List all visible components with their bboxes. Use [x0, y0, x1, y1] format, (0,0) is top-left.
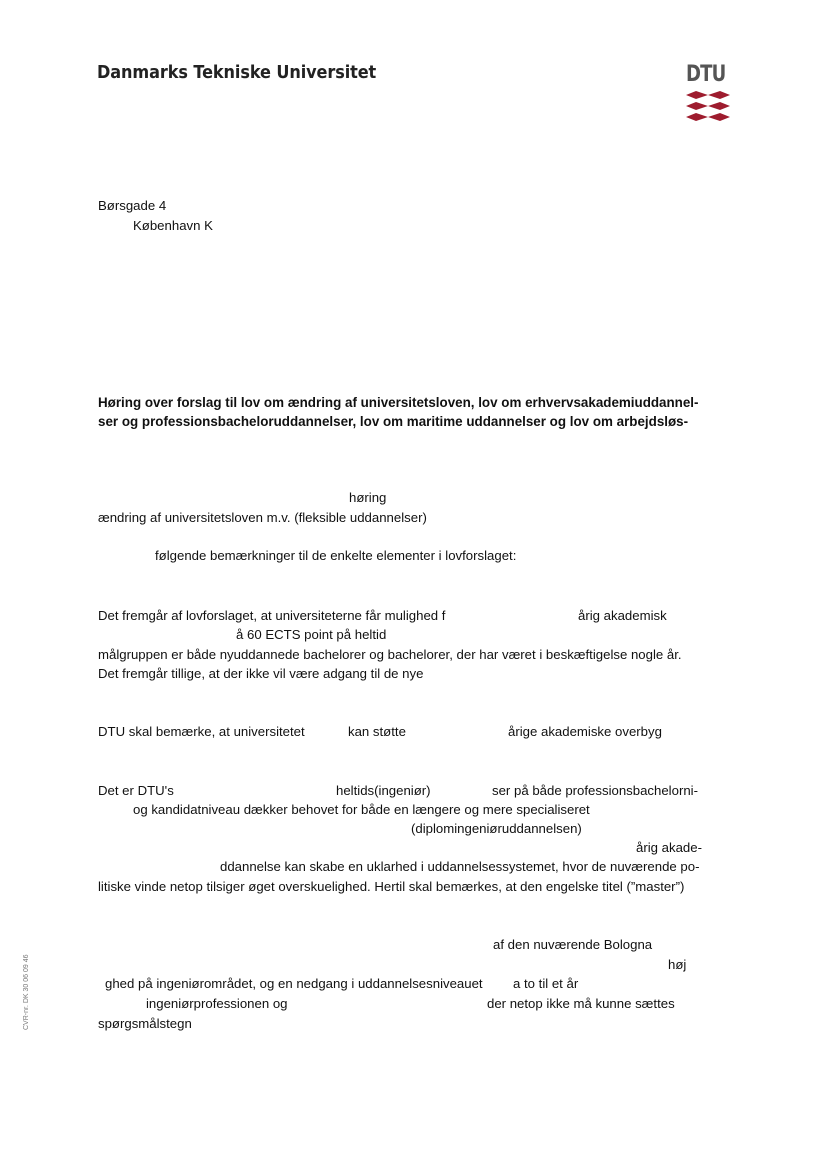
university-name: Danmarks Tekniske Universitet [97, 63, 377, 83]
subject-line-1: Høring over forslag til lov om ændring af universitetsloven, lov om erhvervsakademiuddannel- [98, 395, 699, 410]
para4-line-2: høj [668, 957, 687, 972]
para4-line-3b: a to til et år [513, 976, 579, 991]
para2-frag-a: DTU skal bemærke, at universitetet [98, 724, 305, 739]
para1-line-4: Det fremgår tillige, at der ikke vil være adgang til de nye [98, 666, 424, 681]
para4-line-4a: ingeniørprofessionen og [146, 996, 288, 1011]
address-line-1: Børsgade 4 [98, 198, 167, 213]
para1-line-3: målgruppen er både nyuddannede bachelorer og bachelorer, der har været i beskæftigelse nogle år. [98, 647, 682, 662]
cvr-number: CVR-nr. DK 30 06 09 46 [23, 954, 30, 1030]
para4-line-4b: der netop ikke må kunne sættes [487, 996, 675, 1011]
para3-frag-c: ser på både professionsbachelorni- [492, 783, 698, 798]
para3-frag-a: Det er DTU's [98, 783, 174, 798]
para3-line-3: (diplomingeniøruddannelsen) [411, 821, 582, 836]
para2-frag-c: årige akademiske overbyg [508, 724, 662, 739]
address-line-2: København K [133, 218, 213, 233]
para2-frag-b: kan støtte [348, 724, 406, 739]
para1-frag-a: Det fremgår af lovforslaget, at universiteterne får mulighed f [98, 608, 446, 623]
intro-line-3: følgende bemærkninger til de enkelte elementer i lovforslaget: [155, 548, 517, 563]
para3-line-5: ddannelse kan skabe en uklarhed i uddannelsessystemet, hvor de nuværende po- [220, 859, 700, 874]
para4-line-3a: ghed på ingeniørområdet, og en nedgang i uddannelsesniveauet [105, 976, 483, 991]
para3-line-6: litiske vinde netop tilsiger øget overskuelighed. Hertil skal bemærkes, at den engelske titel (”master”) [98, 879, 685, 894]
intro-line-2: ændring af universitetsloven m.v. (fleksible uddannelser) [98, 510, 427, 525]
para3-line-4: årig akade- [636, 840, 702, 855]
subject-line-2: ser og professionsbacheloruddannelser, lov om maritime uddannelser og lov om arbejdsløs- [98, 414, 689, 429]
dtu-logo [684, 62, 732, 126]
para3-line-2: og kandidatniveau dækker behovet for både en længere og mere specialiseret [133, 802, 590, 817]
logo-emblem-icon [684, 90, 732, 126]
para1-frag-c: å 60 ECTS point på heltid [236, 627, 387, 642]
logo-text: DTU [686, 62, 726, 87]
para3-frag-b: heltids(ingeniør) [336, 783, 431, 798]
para1-frag-b: årig akademisk [578, 608, 667, 623]
para4-line-1: af den nuværende Bologna [493, 937, 653, 952]
para4-line-5: spørgsmålstegn [98, 1016, 192, 1031]
intro-fragment: høring [349, 490, 387, 505]
